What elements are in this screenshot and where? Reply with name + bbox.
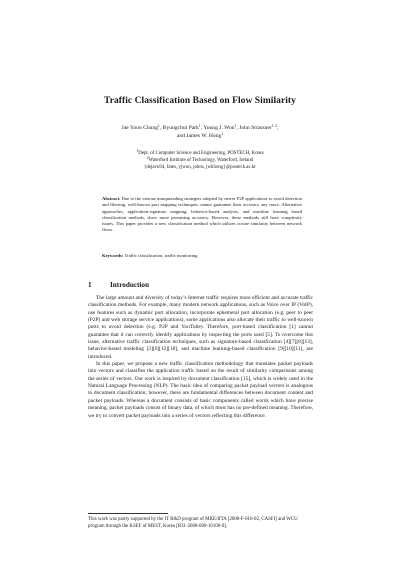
paper-title: Traffic Classification Based on Flow Similarity <box>104 96 296 106</box>
affiliation-line <box>80 157 320 164</box>
body-paragraph: The large amount and diversity of today’s Internet traffic requires more efficient and accurate traffic classification methods. For example, many modern network applications, such as Voice over IP (VoIP), use features such as dynamic port allocation, incorporate ephemeral port allocation (e.g. peer to peer (P2P) and web storage service applications), some applications also allocate their traffic to well-known ports to avoid detection (e.g. P2P and YouTube). Therefore, port-based classification [1] cannot guarantee that it can correctly identify applications by inspecting the ports used [5]. To overcome this issue, alternative traffic classification techniques, such as signature-based classification [4][7][8][13], behavior-based modeling [3][6][12][18], and machine learning-based classification [9][10][11], are introduced. <box>88 295 313 360</box>
author-name: , Byungchul Park <box>159 125 199 131</box>
affiliation-mark: 1 <box>136 149 139 153</box>
author-name: and James W. Hong <box>176 133 222 139</box>
keywords <box>102 253 302 259</box>
body-paragraph: In this paper, we propose a new traffic classification methodology that translates packet payloads into vectors and classifies the application traffic based on the result of similarity comparisons among the series of vectors. Our work is inspired by document classification [15], which is widely used in the Natural Language Processing (NLP). The basic idea of comparing packet payload vectors is analogous to document classification; however, there are fundamental differences between document content and packet payloads. Whereas a document consists of basic components called words which have precise meaning, packet payloads consist of binary data, of which most has no pre-defined meaning. Therefore, we try to convert packet payloads into a series of vectors reflecting this difference. <box>88 361 313 419</box>
section-heading <box>88 281 149 289</box>
author-name: , John Strassner <box>236 125 272 131</box>
author-name: Jae Yoon Chung <box>121 125 159 131</box>
author-affiliation-mark: 1 <box>221 132 224 136</box>
affiliation-line <box>80 150 320 157</box>
section-body <box>88 295 313 420</box>
author-affiliation-mark: 1, 2 <box>271 124 278 128</box>
abstract <box>102 196 302 234</box>
author-emails: {dejavu94, fates, yjwon, johns, jwkhong}@postech.ac.kr <box>144 165 256 170</box>
section-number: 1 <box>88 281 92 289</box>
author-separator: , <box>277 125 279 131</box>
author-affiliation-mark: 1 <box>234 124 237 128</box>
author-list <box>80 124 320 140</box>
author-name: , Young J. Won <box>200 125 235 131</box>
affiliation-text: Dept. of Computer Science and Engineering, POSTECH, Korea <box>138 151 264 156</box>
keywords-text: Traffic classification, traffic monitoring <box>124 253 198 258</box>
affiliation-text: Waterford Institute of Technology, Waterford, Ireland <box>148 158 254 163</box>
abstract-text: Due to the various masquerading strategies adopted by newer P2P applications to avoid detection and filtering, well-known port mapping techniques cannot guarantee their accuracy any more. Alternative approaches, application-signature mapping, behavior-based analysis, and machine learning based classification methods, show more promising accuracy. However, these methods still have complexity issues. This paper provides a new classification method which utilizes cosine similarity between network flows. <box>102 196 302 233</box>
footnote-divider <box>88 513 168 514</box>
keywords-label: Keywords: <box>102 253 124 258</box>
abstract-label: Abstract. <box>102 196 121 201</box>
affiliation-mark: 2 <box>146 156 149 160</box>
author-affiliation-mark: 1 <box>198 124 201 128</box>
section-title: Introduction <box>110 281 150 289</box>
author-affiliation-mark: 1 <box>158 124 160 128</box>
funding-footnote: This work was partly supported by the IT R&D program of MKE/IITA [2008-F-016-02, CASFI] and WCU program through the KSEF of MEST, Korea [R31-2008-000-10100-0]. <box>88 517 298 529</box>
affiliations <box>80 150 320 171</box>
